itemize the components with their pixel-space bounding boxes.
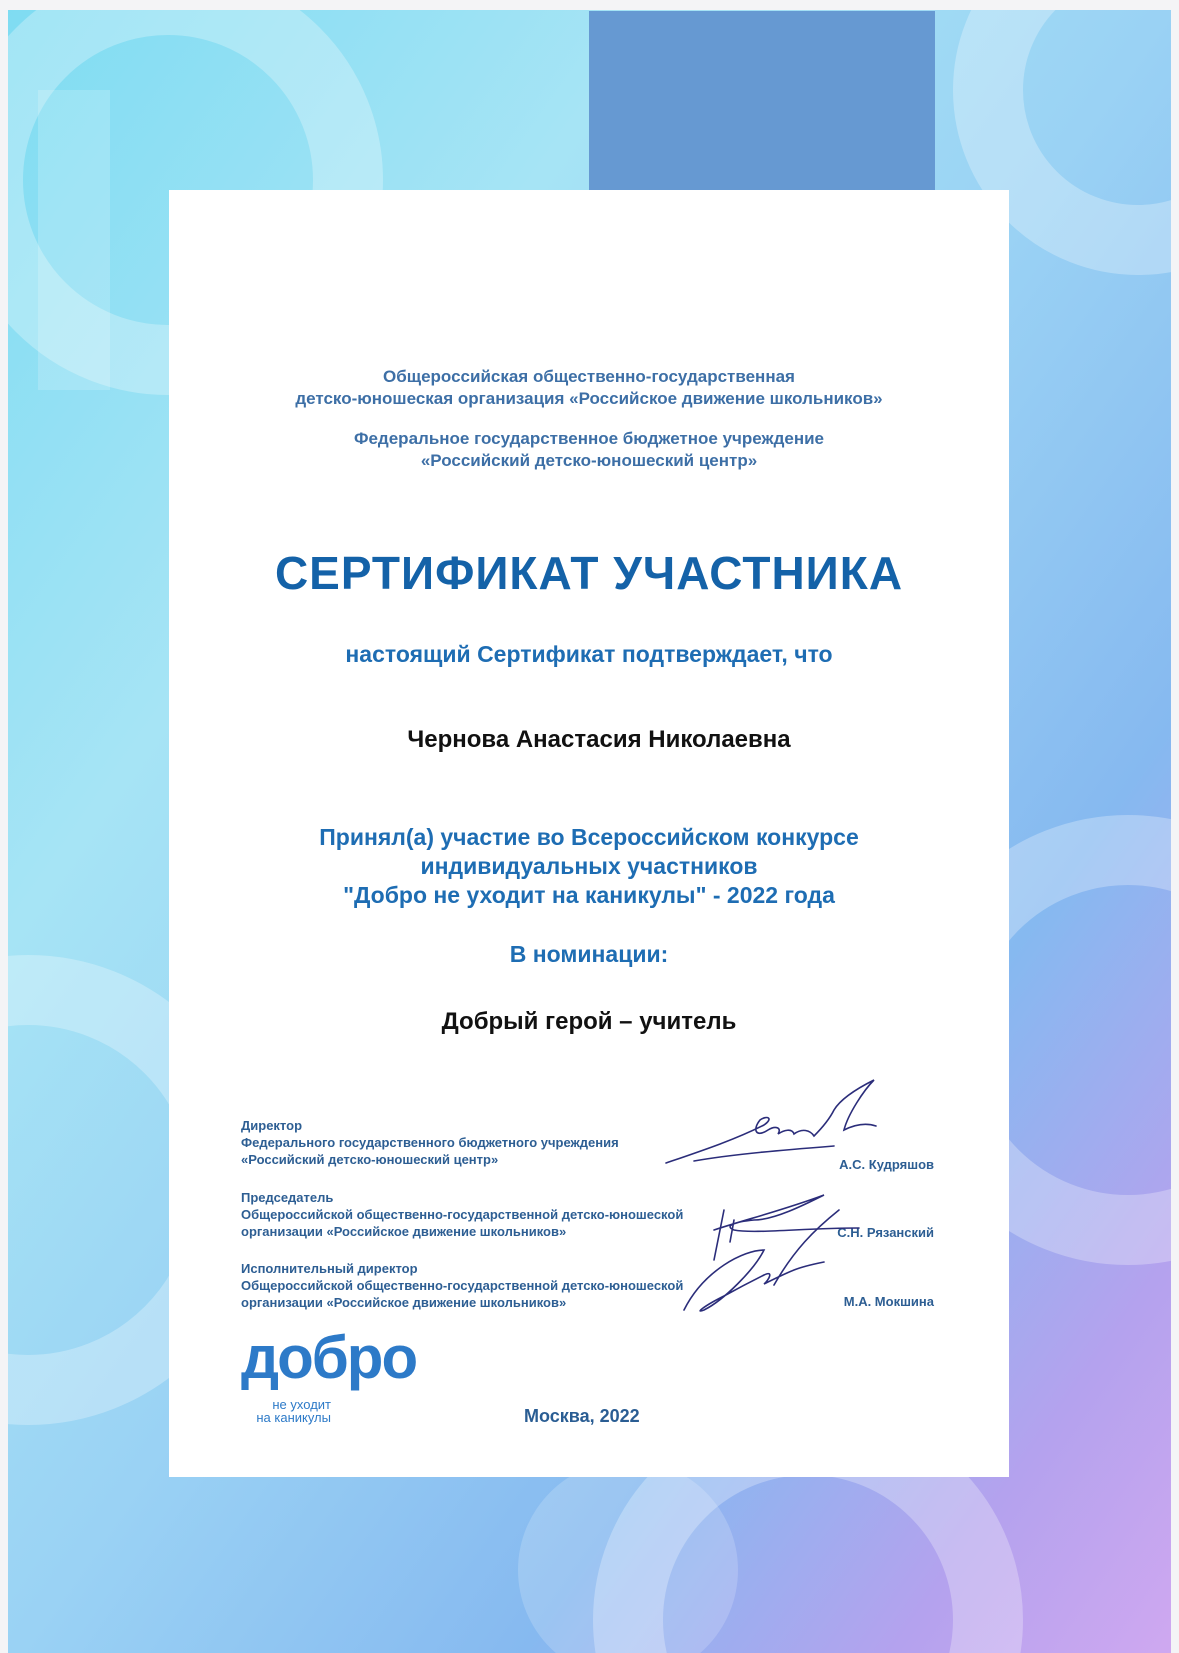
sig3-org-line2: организации «Российское движение школьников»: [241, 1295, 567, 1310]
participation-description: [169, 823, 1009, 910]
nomination-label: В номинации:: [509, 941, 669, 967]
recipient-name: Чернова Анастасия Николаевна: [407, 726, 791, 753]
signatory-director: [241, 1117, 619, 1168]
certificate-paper: [169, 190, 1009, 1477]
sig1-name: А.С. Кудряшов: [839, 1157, 934, 1172]
desc-line2: индивидуальных участников: [420, 853, 758, 879]
sig3-role: Исполнительный директор: [241, 1261, 418, 1276]
signatory-executive-director: [241, 1260, 683, 1311]
city-year: Москва, 2022: [524, 1406, 640, 1426]
dobro-logo-tagline: [241, 1398, 331, 1424]
nomination-value: Добрый герой – учитель: [441, 1008, 737, 1035]
desc-line1: Принял(а) участие во Всероссийском конкурсе: [319, 824, 859, 850]
org1-heading: [169, 366, 1009, 410]
sig2-org-line2: организации «Российское движение школьников»: [241, 1224, 567, 1239]
org1-line2: детско-юношеская организация «Российское движение школьников»: [295, 389, 883, 408]
desc-line3: "Добро не уходит на каникулы" - 2022 года: [343, 882, 835, 908]
signatory-chairman: [241, 1189, 683, 1240]
sig1-org-line2: «Российский детско-юношеский центр»: [241, 1152, 499, 1167]
dobro-line1: не уходит: [272, 1397, 331, 1412]
sig3-org-line1: Общероссийской общественно-государственной детско-юношеской: [241, 1278, 684, 1293]
dobro-logo-word: добро: [241, 1324, 417, 1391]
sig2-name: С.Н. Рязанский: [837, 1225, 934, 1240]
certificate-title: СЕРТИФИКАТ УЧАСТНИКА: [274, 547, 904, 599]
sig2-org-line1: Общероссийской общественно-государственной детско-юношеской: [241, 1207, 684, 1222]
org2-heading: [169, 428, 1009, 472]
sig1-org-line1: Федерального государственного бюджетного учреждения: [241, 1135, 619, 1150]
signature-scribbles: [664, 1070, 884, 1340]
org2-line1: Федеральное государственное бюджетное учреждение: [353, 429, 825, 448]
org1-line1: Общероссийская общественно-государственная: [383, 367, 795, 386]
org2-line2: «Российский детско-юношеский центр»: [420, 451, 758, 470]
certificate-subtitle: настоящий Сертификат подтверждает, что: [345, 641, 833, 667]
sig3-name: М.А. Мокшина: [843, 1294, 934, 1309]
sig2-role: Председатель: [241, 1190, 334, 1205]
dobro-line2: на каникулы: [256, 1410, 331, 1425]
sig1-role: Директор: [241, 1118, 303, 1133]
